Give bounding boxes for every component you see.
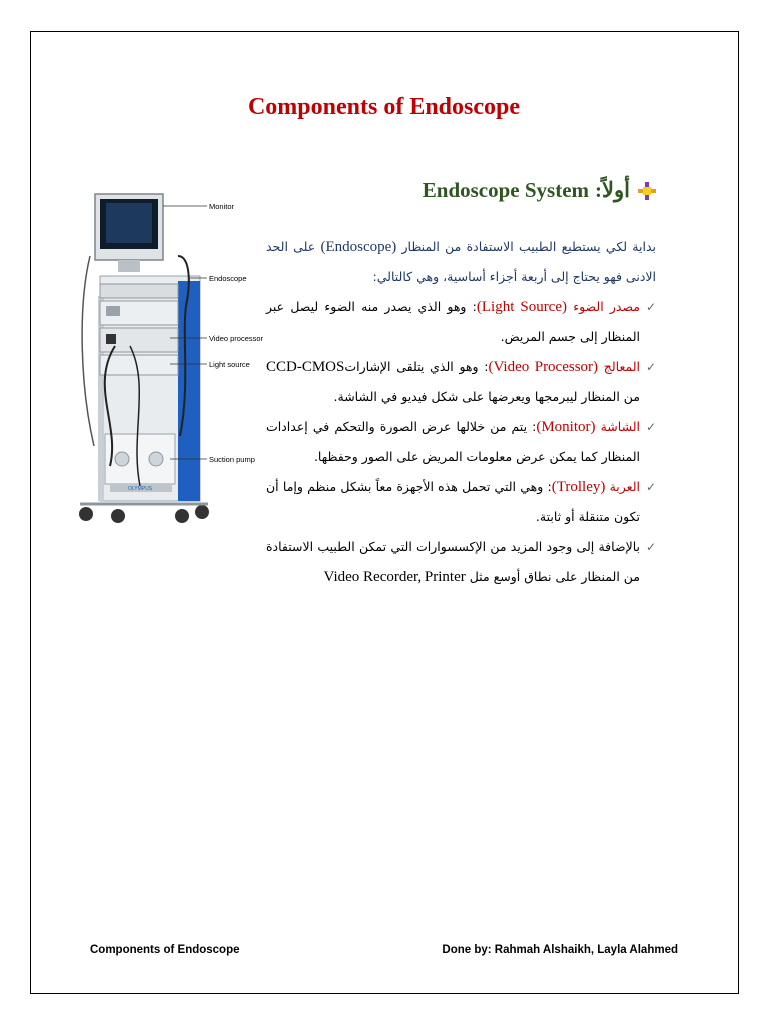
page-title: Components of Endoscope <box>247 94 521 120</box>
item-term-ar: الشاشة <box>595 419 641 434</box>
label-suction-pump: Suction pump <box>209 455 255 464</box>
label-light-source: Light source <box>209 360 250 369</box>
body-text <box>266 232 656 592</box>
item-term-ar: المعالج <box>598 359 640 374</box>
intro-text-2: على الحد الادنى فهو يحتاج إلى أربعة أجزاء أساسية، وهي كالتالي: <box>266 239 656 284</box>
section-label-ar: أولاً: <box>595 178 630 202</box>
brand-label: OLYMPUS <box>128 486 153 492</box>
label-video-processor: Video processor <box>209 334 264 343</box>
footer-left: Components of Endoscope <box>90 944 240 956</box>
checkmark-icon: ✓ <box>645 300 656 314</box>
item-term-ar: مصدر الضوء <box>567 299 641 314</box>
extra-examples: Video Recorder, Printer <box>323 569 466 585</box>
item-term-en: (Trolley) <box>551 479 606 495</box>
intro-paragraph <box>266 232 656 292</box>
item-text: : وهي التي تحمل هذه الأجهزة معاً بشكل منظم وإما أن تكون متنقلة أو ثابتة. <box>266 479 640 524</box>
extra-text: بالإضافة إلى وجود المزيد من الإكسسوارات التي تمكن الطبيب الاستفادة من المنظار على نطاق أوسع مثل <box>266 539 640 584</box>
label-monitor: Monitor <box>209 202 235 211</box>
intro-text-1: بداية لكي يستطيع الطبيب الاستفادة من المنظار <box>396 239 656 254</box>
item-term-en: (Light Source) <box>476 299 568 315</box>
list-item-accessories <box>266 532 656 592</box>
checkmark-icon: ✓ <box>645 360 656 374</box>
item-term-en: (Monitor) <box>536 419 596 435</box>
section-heading <box>423 178 656 203</box>
item-text: : وهو الذي يتلقى الإشارات <box>344 359 489 374</box>
item-term-en: (Video Processor) <box>488 359 599 375</box>
item-term-ar: العربة <box>605 479 640 494</box>
checkmark-icon: ✓ <box>645 480 656 494</box>
section-label-en: Endoscope System <box>422 178 590 202</box>
four-point-bullet-icon <box>638 182 656 200</box>
list-item-video-processor <box>266 352 656 412</box>
checkmark-icon: ✓ <box>645 540 656 554</box>
footer-right: Done by: Rahmah Alshaikh, Layla Alahmed <box>442 944 678 956</box>
intro-term: (Endoscope) <box>320 239 397 255</box>
list-item-trolley <box>266 472 656 532</box>
endoscope-system-illustration <box>70 186 275 536</box>
label-endoscope: Endoscope <box>209 274 247 283</box>
checkmark-icon: ✓ <box>645 420 656 434</box>
item-text-2: من المنظار ليبرمجها ويعرضها على شكل فيديو في الشاشة. <box>333 389 640 404</box>
item-text: : وهو الذي يصدر منه الضوء ليصل عبر المنظار إلى جسم المريض. <box>266 299 640 344</box>
list-item-light-source <box>266 292 656 352</box>
item-text-en: CCD-CMOS <box>266 359 345 375</box>
item-text: : يتم من خلالها عرض الصورة والتحكم في إعدادات المنظار كما يمكن عرض معلومات المريض على الصور وحفظها. <box>266 419 640 464</box>
list-item-monitor <box>266 412 656 472</box>
